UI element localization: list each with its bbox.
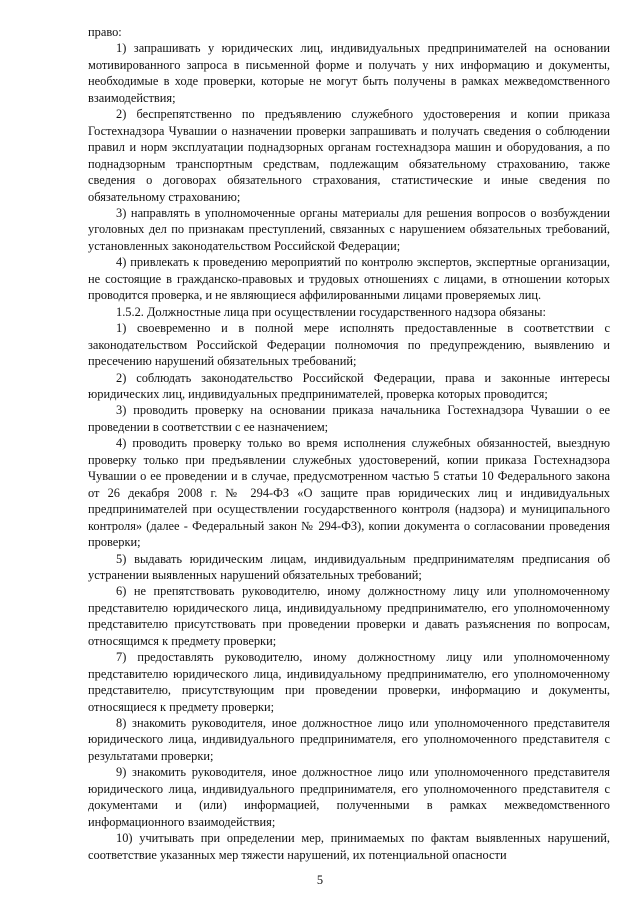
- paragraph-duty-1: 1) своевременно и в полной мере исполнять предоставленные в соответствии с законодательством Российской Федерации полномочия по предупреждению, выявлению и пресечению нарушений обязательных требований;: [88, 321, 610, 369]
- paragraph-duty-8: 8) знакомить руководителя, иное должностное лицо или уполномоченного представителя юридического лица, индивидуального предпринимателя, его уполномоченного представителя с результатами проверки;: [88, 716, 610, 763]
- paragraph-duty-10: 10) учитывать при определении мер, принимаемых по фактам выявленных нарушений, соответствие указанных мер тяжести нарушений, их потенциальной опасности: [88, 831, 610, 862]
- paragraph-duty-6: 6) не препятствовать руководителю, иному должностному лицу или уполномоченному представителю юридического лица, индивидуальному предпринимателю, его уполномоченному представителю присутствовать при проведении проверки и давать разъяснения по вопросам, относящимся к предмету проверки;: [88, 584, 610, 648]
- paragraph-duty-4: 4) проводить проверку только во время исполнения служебных обязанностей, выездную проверку только при предъявлении служебных удостоверений, копии приказа Гостехнадзора Чувашии о ее проведении и в случае, предусмотренном частью 5 статьи 10 Федерального закона от 26 декабря 2008 г. № 294-ФЗ «О защите прав юридических лиц и индивидуальных предпринимателей при осуществлении государственного контроля (надзора) и муниципального контроля» (далее - Федеральный закон № 294-ФЗ), копии документа о согласовании проведения проверки;: [88, 436, 610, 550]
- paragraph-right-1: 1) запрашивать у юридических лиц, индивидуальных предпринимателей на основании мотивированного запроса в письменной форме и получать у них информацию и документы, необходимые в ходе проверки, которые не могут быть получены в рамках межведомственного взаимодействия;: [88, 41, 610, 105]
- paragraph-duty-5: 5) выдавать юридическим лицам, индивидуальным предпринимателям предписания об устранении выявленных нарушений обязательных требований;: [88, 551, 610, 582]
- paragraph-heading-pravo: право:: [88, 25, 122, 39]
- paragraph-duty-3: 3) проводить проверку на основании приказа начальника Гостехнадзора Чувашии о ее проведении в соответствии с ее назначением;: [88, 403, 610, 434]
- paragraph-right-3: 3) направлять в уполномоченные органы материалы для решения вопросов о возбуждении уголовных дел по признакам преступлений, связанных с нарушением обязательных требований, установленных законодательством Российской Федерации;: [88, 205, 610, 253]
- paragraph-right-2: 2) беспрепятственно по предъявлению служебного удостоверения и копии приказа Гостехнадзора Чувашии о назначении проверки запрашивать и получать сведения о соблюдении правил и норм эксплуатации поднадзорных органам гостехнадзора машин и оборудования, а по поднадзорным транспортным средствам, подлежащим обязательному страхованию, также сведения о договорах обязательного страхования, статистические и иные сведения по обязательному страхованию;: [88, 107, 610, 204]
- page-number: 5: [316, 873, 324, 887]
- paragraph-right-4: 4) привлекать к проведению мероприятий по контролю экспертов, экспертные организации, не состоящие в гражданско-правовых и трудовых отношениях с лицами, в отношении которых проводится проверка, и не являющиеся аффилированными лицами проверяемых лиц.: [88, 255, 610, 303]
- paragraph-section-1-5-2: 1.5.2. Должностные лица при осуществлении государственного надзора обязаны:: [116, 304, 546, 319]
- paragraph-duty-9: 9) знакомить руководителя, иное должностное лицо или уполномоченного представителя юридического лица, индивидуального предпринимателя, его уполномоченного представителя с документами и (или) информацией, полученными в рамках межведомственного информационного взаимодействия;: [88, 765, 610, 829]
- paragraph-duty-2: 2) соблюдать законодательство Российской Федерации, права и законные интересы юридических лиц, индивидуальных предпринимателей, проверка которых проводится;: [88, 370, 610, 401]
- paragraph-duty-7: 7) предоставлять руководителю, иному должностному лицу или уполномоченному представителю юридического лица, индивидуальному предпринимателю, его уполномоченному представителю, присутствующим при проведении проверки, информацию и документы, относящиеся к предмету проверки;: [88, 650, 610, 714]
- document-body: [88, 24, 610, 863]
